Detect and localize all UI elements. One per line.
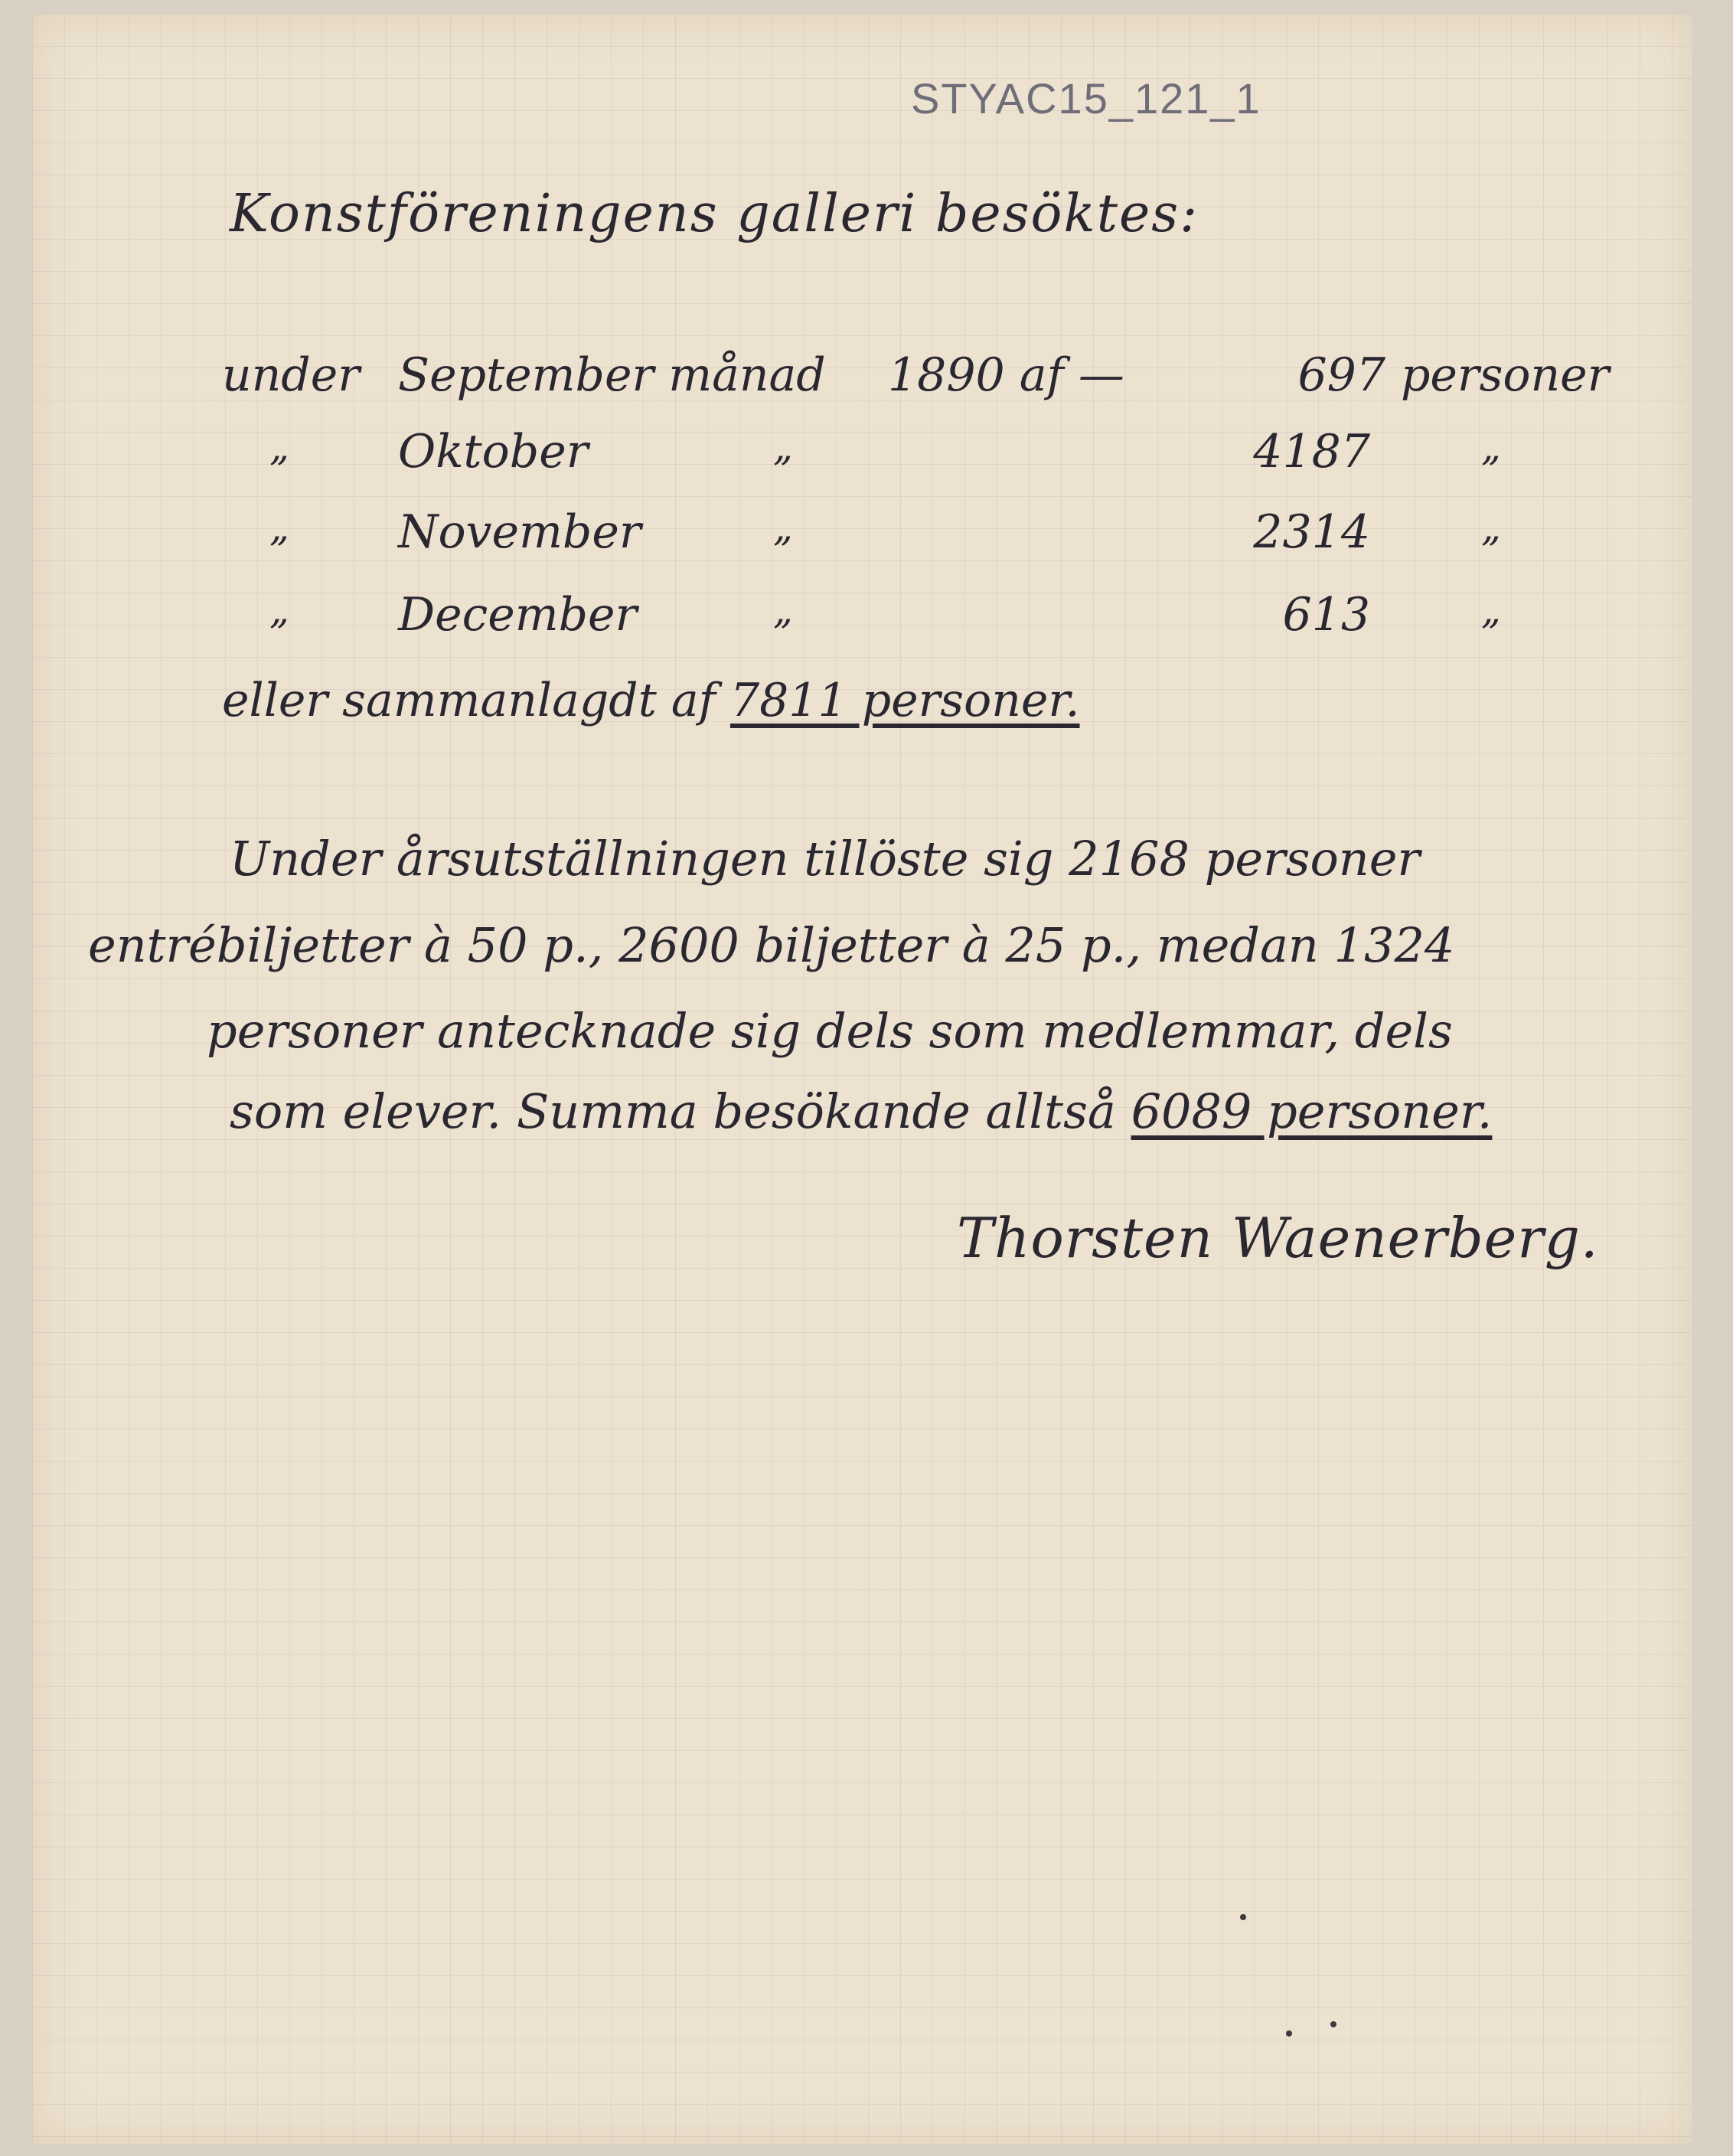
ink-speck xyxy=(1240,1914,1246,1920)
paragraph-line-3: personer antecknade sig dels som medlemmar, dels xyxy=(207,1003,1453,1059)
row-month: December xyxy=(398,588,638,642)
paragraph-line-4 xyxy=(230,1083,1492,1139)
visit-row-december xyxy=(0,588,1733,657)
visit-row-oktober xyxy=(0,425,1733,494)
ditto-mark: „ xyxy=(269,588,289,632)
ditto-mark: „ xyxy=(269,505,289,550)
visit-row-september xyxy=(0,348,1733,417)
paragraph-line-2: entrébiljetter à 50 p., 2600 biljetter à 25 p., medan 1324 xyxy=(88,917,1455,973)
archive-id-stamp: STYAC15_121_1 xyxy=(911,74,1261,122)
signature: Thorsten Waenerberg. xyxy=(957,1206,1599,1270)
row-month: September månad xyxy=(398,348,826,402)
row-prefix: under xyxy=(222,348,360,402)
row-year-label: 1890 af — xyxy=(888,348,1124,402)
visitor-sum: 6089 personer. xyxy=(1131,1083,1493,1139)
document-page xyxy=(32,14,1692,2144)
total-line xyxy=(222,674,1080,727)
ink-speck xyxy=(1286,2030,1292,2037)
ditto-mark: „ xyxy=(1481,425,1501,469)
row-count: 697 xyxy=(1297,348,1385,402)
paragraph-line-1: Under årsutställningen tillöste sig 2168 personer xyxy=(230,831,1421,887)
visit-row-november xyxy=(0,505,1733,574)
total-value: 7811 personer. xyxy=(729,674,1080,727)
ditto-mark: „ xyxy=(773,425,793,469)
row-count: 2314 xyxy=(1253,505,1370,559)
row-unit: personer xyxy=(1401,348,1610,402)
ditto-mark: „ xyxy=(773,505,793,550)
ditto-mark: „ xyxy=(269,425,289,469)
row-month: Oktober xyxy=(398,425,589,479)
total-text: eller sammanlagdt af xyxy=(222,674,716,727)
ditto-mark: „ xyxy=(1481,505,1501,550)
row-count: 613 xyxy=(1282,588,1370,642)
ink-speck xyxy=(1330,2021,1336,2027)
ditto-mark: „ xyxy=(1481,588,1501,632)
heading: Konstföreningens galleri besöktes: xyxy=(230,184,1199,244)
paragraph-line-4-text: som elever. Summa besökande alltså xyxy=(230,1083,1116,1139)
ditto-mark: „ xyxy=(773,588,793,632)
row-month: November xyxy=(398,505,641,559)
row-count: 4187 xyxy=(1253,425,1370,479)
